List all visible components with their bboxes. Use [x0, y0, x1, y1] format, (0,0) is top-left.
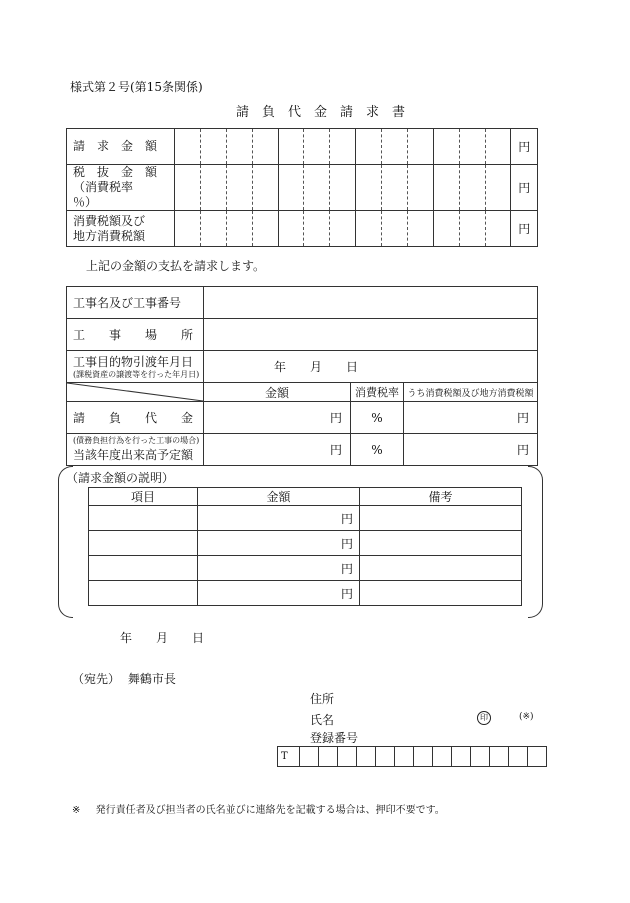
left-bracket: [58, 466, 73, 618]
tax-rate-sub: （消費税率 ％）: [73, 180, 158, 209]
digit-cell[interactable]: [200, 129, 226, 165]
col-tax-rate-header: 消費税率: [351, 383, 404, 402]
digit-cell[interactable]: [304, 165, 330, 211]
work-table: [66, 286, 538, 466]
registration-digit[interactable]: [490, 747, 509, 767]
amount-row-tax: [67, 211, 538, 247]
contract-tax-amount-field[interactable]: 円: [404, 402, 538, 434]
digit-cell[interactable]: [356, 129, 382, 165]
registration-digit[interactable]: [471, 747, 490, 767]
explanation-row: [89, 581, 522, 606]
digit-cell[interactable]: [382, 165, 408, 211]
seal-note: (※): [519, 712, 534, 722]
digit-cell[interactable]: [175, 129, 201, 165]
digit-cell[interactable]: [382, 211, 408, 247]
amount-field[interactable]: 円: [198, 581, 360, 606]
digit-cell[interactable]: [226, 211, 252, 247]
item-field[interactable]: [89, 531, 198, 556]
footnote-mark: ※: [72, 805, 81, 816]
work-name-row: [67, 287, 538, 319]
amount-field[interactable]: 円: [198, 531, 360, 556]
col-item-header: 項目: [89, 488, 198, 506]
name-label: 氏名: [310, 713, 335, 727]
explanation-row: [89, 531, 522, 556]
yen-unit: 円: [511, 165, 538, 211]
digit-cell[interactable]: [200, 211, 226, 247]
digit-cell[interactable]: [200, 165, 226, 211]
work-location-field[interactable]: [204, 319, 538, 351]
work-name-label: 工事名及び工事番号: [67, 287, 204, 319]
pretax-label-main: 税 抜 金 額: [73, 165, 158, 179]
delivery-date-row: [67, 351, 538, 383]
footnote-text: 発行責任者及び担当者の氏名並びに連絡先を記載する場合は、押印不要です。: [95, 805, 445, 816]
pretax-amount-label: [67, 165, 175, 211]
registration-digit[interactable]: [300, 747, 319, 767]
digit-cell[interactable]: [175, 165, 201, 211]
right-bracket: [528, 466, 543, 618]
digit-cell[interactable]: [407, 165, 433, 211]
digit-cell[interactable]: [252, 129, 278, 165]
registration-digit[interactable]: [452, 747, 471, 767]
col-note-header: 備考: [360, 488, 522, 506]
contract-tax-rate-field[interactable]: %: [351, 402, 404, 434]
delivery-date-label-cell: [67, 351, 204, 383]
work-name-field[interactable]: [204, 287, 538, 319]
digit-cell[interactable]: [407, 211, 433, 247]
tax-amount-label: [67, 211, 175, 247]
advance-tax-amount-field[interactable]: 円: [404, 434, 538, 466]
explanation-row: [89, 506, 522, 531]
digit-cell[interactable]: [459, 129, 485, 165]
registration-number-boxes: [277, 746, 547, 767]
note-field[interactable]: [360, 531, 522, 556]
col-amount-header: 金額: [204, 383, 351, 402]
advance-note: (債務負担行為を行った工事の場合): [73, 436, 200, 445]
work-location-label: 工 事 場 所: [67, 319, 204, 351]
contract-amount-field[interactable]: 円: [204, 402, 351, 434]
amount-field[interactable]: 円: [198, 556, 360, 581]
amount-row-request: [67, 129, 538, 165]
item-field[interactable]: [89, 581, 198, 606]
digit-cell[interactable]: [459, 165, 485, 211]
delivery-date-note: (課税資産の譲渡等を行った年月日): [73, 370, 200, 379]
digit-cell[interactable]: [356, 211, 382, 247]
explanation-header-row: [89, 488, 522, 506]
registration-digit[interactable]: [395, 747, 414, 767]
advance-label-cell: [67, 434, 204, 466]
digit-cell[interactable]: [485, 165, 511, 211]
delivery-date-label: 工事目的物引渡年月日: [73, 355, 194, 369]
tax-label-sub: 地方消費税額: [73, 228, 146, 243]
addressee-label: （宛先）: [72, 672, 121, 686]
digit-cell[interactable]: [330, 211, 356, 247]
digit-cell[interactable]: [485, 129, 511, 165]
amount-field[interactable]: 円: [198, 506, 360, 531]
tax-label-main: 消費税額及び: [73, 213, 146, 228]
note-field[interactable]: [360, 556, 522, 581]
advance-tax-rate-field[interactable]: %: [351, 434, 404, 466]
addressee-line: [72, 670, 176, 687]
item-field[interactable]: [89, 506, 198, 531]
advance-label: 当該年度出来高予定額: [73, 448, 194, 462]
digit-cell[interactable]: [226, 129, 252, 165]
diagonal-cell: [67, 383, 204, 402]
digit-cell[interactable]: [356, 165, 382, 211]
work-location-row: [67, 319, 538, 351]
digit-cell[interactable]: [304, 211, 330, 247]
digit-cell[interactable]: [278, 129, 304, 165]
footnote: [72, 801, 445, 816]
digit-cell[interactable]: [433, 211, 459, 247]
request-statement: 上記の金額の支払を請求します。: [86, 259, 266, 273]
registration-digit[interactable]: [528, 747, 547, 767]
note-field[interactable]: [360, 506, 522, 531]
advance-row: [67, 434, 538, 466]
addressee: 舞鶴市長: [127, 672, 176, 686]
page-title: 請 負 代 金 請 求 書: [236, 105, 406, 120]
digit-cell[interactable]: [175, 211, 201, 247]
digit-cell[interactable]: [278, 165, 304, 211]
digit-cell[interactable]: [382, 129, 408, 165]
registration-digit[interactable]: [338, 747, 357, 767]
registration-prefix: T: [278, 747, 300, 767]
digit-cell[interactable]: [252, 211, 278, 247]
digit-cell[interactable]: [485, 211, 511, 247]
note-field[interactable]: [360, 581, 522, 606]
registration-digit[interactable]: [414, 747, 433, 767]
digit-cell[interactable]: [433, 129, 459, 165]
item-field[interactable]: [89, 556, 198, 581]
contract-price-label: 請 負 代 金: [67, 402, 204, 434]
explanation-table: [88, 487, 522, 606]
diagonal-line: [67, 383, 203, 401]
seal-icon: 印: [477, 711, 491, 725]
digit-cell[interactable]: [330, 165, 356, 211]
yen-unit: 円: [511, 211, 538, 247]
registration-digit[interactable]: [357, 747, 376, 767]
registration-digit[interactable]: [509, 747, 528, 767]
digit-cell[interactable]: [252, 165, 278, 211]
address-label: 住所: [310, 692, 335, 706]
digit-cell[interactable]: [278, 211, 304, 247]
request-amount-label: 請 求 金 額: [67, 129, 175, 165]
digit-cell[interactable]: [330, 129, 356, 165]
digit-cell[interactable]: [304, 129, 330, 165]
col-tax-amount-header: うち消費税額及び地方消費税額: [404, 383, 538, 402]
digit-cell[interactable]: [459, 211, 485, 247]
explanation-heading: （請求金額の説明）: [66, 471, 175, 485]
contract-price-row: [67, 402, 538, 434]
registration-digit[interactable]: [433, 747, 452, 767]
digit-cell[interactable]: [407, 129, 433, 165]
form-number: 様式第２号(第15条関係): [70, 80, 203, 94]
digit-cell[interactable]: [433, 165, 459, 211]
amount-table: [66, 128, 538, 247]
work-header-row: [67, 383, 538, 402]
advance-amount-field[interactable]: 円: [204, 434, 351, 466]
yen-unit: 円: [511, 129, 538, 165]
amount-row-pretax: [67, 165, 538, 211]
registration-label: 登録番号: [310, 731, 359, 745]
delivery-date-field[interactable]: 年 月 日: [204, 351, 538, 383]
digit-cell[interactable]: [226, 165, 252, 211]
registration-digit[interactable]: [319, 747, 338, 767]
explanation-row: [89, 556, 522, 581]
registration-digit[interactable]: [376, 747, 395, 767]
date-line[interactable]: 年 月 日: [120, 631, 205, 645]
col-amount-header: 金額: [198, 488, 360, 506]
